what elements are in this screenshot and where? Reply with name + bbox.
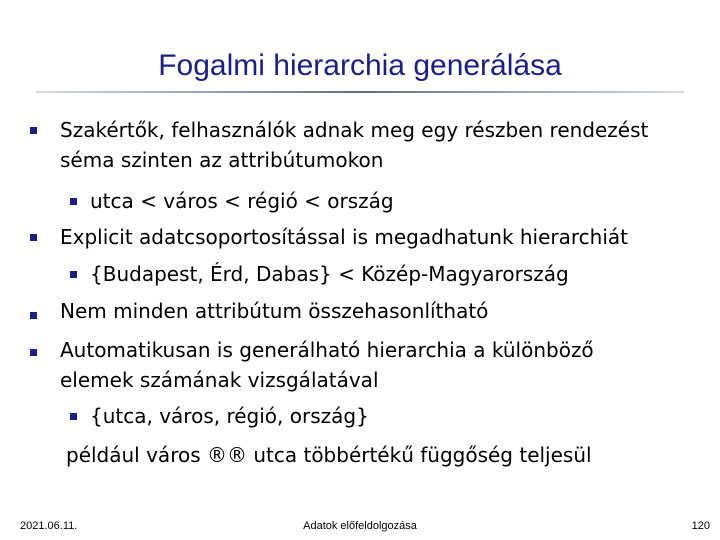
bullet-marker bbox=[30, 234, 37, 241]
bullet-3-line-1: Nem minden attribútum összehasonlítható bbox=[60, 299, 489, 323]
bullet-4-sub: {utca, város, régió, ország} bbox=[90, 404, 369, 428]
bullet-4-line-1: Automatikusan is generálható hierarchia a különböző bbox=[60, 338, 594, 362]
example-note: például város ®® utca többértékű függőség teljesül bbox=[66, 443, 592, 467]
footer-page-number: 120 bbox=[691, 520, 710, 532]
bullet-marker bbox=[30, 312, 37, 319]
bullet-marker bbox=[30, 349, 37, 356]
footer-date: 2021.06.11. bbox=[20, 520, 78, 532]
bullet-4-line-2: elemek számának vizsgálatával bbox=[60, 368, 379, 392]
bullet-1-line-1: Szakértők, felhasználók adnak meg egy részben rendezést bbox=[60, 118, 649, 142]
bullet-1-line-2: séma szinten az attribútumokon bbox=[60, 148, 384, 172]
bullet-2-line-1: Explicit adatcsoportosítással is megadhatunk hierarchiát bbox=[60, 225, 629, 249]
footer-title: Adatok előfeldolgozása bbox=[303, 520, 417, 532]
bullet-1-sub: utca < város < régió < ország bbox=[90, 189, 394, 213]
bullet-marker bbox=[30, 127, 37, 134]
slide-title: Fogalmi hierarchia generálása bbox=[158, 49, 562, 82]
sub-bullet-marker bbox=[70, 198, 77, 205]
sub-bullet-marker bbox=[70, 271, 77, 278]
sub-bullet-marker bbox=[70, 413, 77, 420]
bullet-2-sub: {Budapest, Érd, Dabas} < Közép-Magyarország bbox=[90, 262, 569, 286]
